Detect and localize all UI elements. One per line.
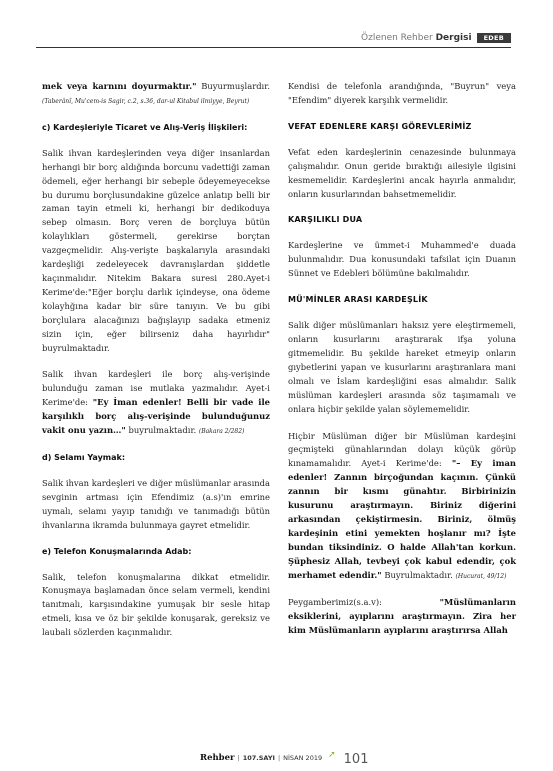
reference: (Bakara 2/282) [198, 428, 245, 436]
paragraph: Salik ihvan kardeşlerinden veya diğer insanlardan herhangi bir borç aldığında borcunu vadettiği zaman ödemeli, eğer herhangi bir sebeple ödeyemeyecekse bu durumu borçlusundakine güzelce anlatıp belli bir zaman tayin etmeli ki, herhangi bir dedikoduya sebep olmasın. Borç veren de borçluya bütün kolaylıkları göstermeli, gerekirse borçtan vazgeçmelidir. Alış-verişte başkalarıyla arasındaki kardeşliği zedeleyecek davranışlardan şiddetle kaçınmalıdır. Nitekim Bakara suresi 280.Ayet-i Kerime'de:"Eğer borçlu darlık içindeyse, ona ödeme kolayhğına kadar bir süre tanıyın. Ve bu gibi borçlulara alacağınızı bağışlayıp sadaka etmeniz sizin için, eğer bilirseniz daha hayırlıdır" buyrulmaktadır. [42, 147, 270, 353]
section-heading: VEFAT EDENLERE KARŞI GÖREVLERİMİZ [288, 121, 472, 131]
paragraph: Salik, telefon konuşmalarına dikkat etmelidir. Konuşmaya başlamadan önce selam vermeli, kendini tanıtmalı, karşısındakine yumuşak bir sesle hitap etmeli, kısa ve öz bir şekilde konuşarak, gereksiz ve laubali sözlerden kaçınmalıdır. [42, 571, 270, 638]
paragraph: Salik diğer müslümanları haksız yere eleştirmemeli, onların kusurlarını araştırarak ifşa yoluna gitmemelidir. Bu şekilde hareket etmeyip onların gıybetlerini yapan ve kusurlarını araştıranlara mani olmalı ve İslam kardeşliğini esas almalıdır. Salik müslüman kardeşleri arasında söz taşımamalı ve onlara hiçbir şekilde yalan söylememelidir. [288, 320, 516, 414]
paragraph: Kardeşlerine ve ümmet-i Muhammed'e duada bulunmalıdır. Dua konusundaki tafsilat için Duanın Sünnet ve Edebleri bölümüne bakılmalıdır. [288, 240, 516, 279]
paragraph: Salik ihvan kardeşleri ile borç alış-verişinde bulunduğu zaman ise mutlaka yazmalıdır. Ayet-i Kerime'de: "Ey İman edenler! Belli bir vade ile karşılıklı borç alış-verişinde bulunduğunuz vakit onu yazın…" buyrulmaktadır. (Bakara 2/282) [42, 369, 270, 436]
section-tag: EDEB [477, 33, 511, 43]
page-footer: Rehber | 107.SAYI | NİSAN 2019 ➚ 101 [200, 750, 369, 767]
paragraph: Salik ihvan kardeşleri ve diğer müslümanlar arasında sevginin artması için Efendimiz (a.s)'ın emrine uymalı, selamı yayıp tanıdığı ve tanımadığı bütün ihvanlarına ikramda bulunmaya gayret etmelidir. [42, 477, 270, 530]
paragraph: Vefat eden kardeşlerinin cenazesinde bulunmaya çalışmalıdır. Onun geride bıraktığı ailesiyle ilgisini kesmemelidir. Kardeşlerini ancak hayırla anmalıdır, onların kusurlarından bahsetmemelidir. [288, 146, 516, 199]
paragraph: Hiçbir Müslüman diğer bir Müslüman kardeşini geçmişteki günahlarından dolayı küçük görüp kınamamalıdır. Ayet-i Kerime'de: "– Ey iman edenler! Zannın birçoğundan kaçının. Çünkü zannın bir kısmı günahtır. Birbirinizin kusurunu araştırmayın. Biriniz diğerini arkasından çekiştirmesin. Biriniz, ölmüş kardeşinin etini yemekten hoşlanır mı? İşte bundan tiksindiniz. O halde Allah'tan korkun. Şüphesiz Allah, tevbeyi çok kabul edendir, çok merhamet edendir." Buyrulmaktadır. (Hucurat, 49/12) [288, 430, 516, 580]
magazine-title: Özlenen Rehber Dergisi [361, 33, 472, 43]
reference: (Taberânî, Mu'cem-is Sagir, c.2, s.36, dar-ul Kitabul ilmiyye, Beyrut) [42, 97, 250, 105]
left-column [42, 80, 270, 653]
paragraph: Peygamberimiz(s.a.v): "Müslümanların eksiklerini, ayıplarını araştırmayın. Zira her kim Müslümanların ayıplarını araştırırsa Allah [288, 597, 516, 636]
section-heading: KARŞILIKLI DUA [288, 215, 363, 225]
running-header [361, 32, 511, 44]
reference: (Hucurat, 49/12) [455, 572, 507, 580]
section-heading: e) Telefon Konuşmalarında Adab: [42, 546, 192, 556]
page-number: 101 [343, 752, 369, 767]
paragraph: Kendisi de telefonla arandığında, "Buyrun" veya "Efendim" diyerek karşılık vermelidir. [288, 81, 516, 105]
magazine-logo: Rehber [200, 753, 235, 763]
right-column [288, 80, 516, 651]
issue-number: 107.SAYI [242, 754, 275, 762]
paragraph: mek veya karnını doyurmaktır." Buyurmuşlardır. (Taberânî, Mu'cem-is Sagir, c.2, s.36, dar-ul Kitabul ilmiyye, Beyrut) [42, 81, 270, 105]
section-heading: MÜ'MİNLER ARASI KARDEŞLİK [288, 295, 428, 305]
section-heading: d) Selamı Yaymak: [42, 452, 126, 462]
issue-date: NİSAN 2019 [283, 754, 323, 762]
arrow-icon: ➚ [328, 750, 336, 760]
header-rule [36, 47, 511, 48]
section-heading: c) Kardeşleriyle Ticaret ve Alış-Veriş İlişkileri: [42, 122, 248, 132]
